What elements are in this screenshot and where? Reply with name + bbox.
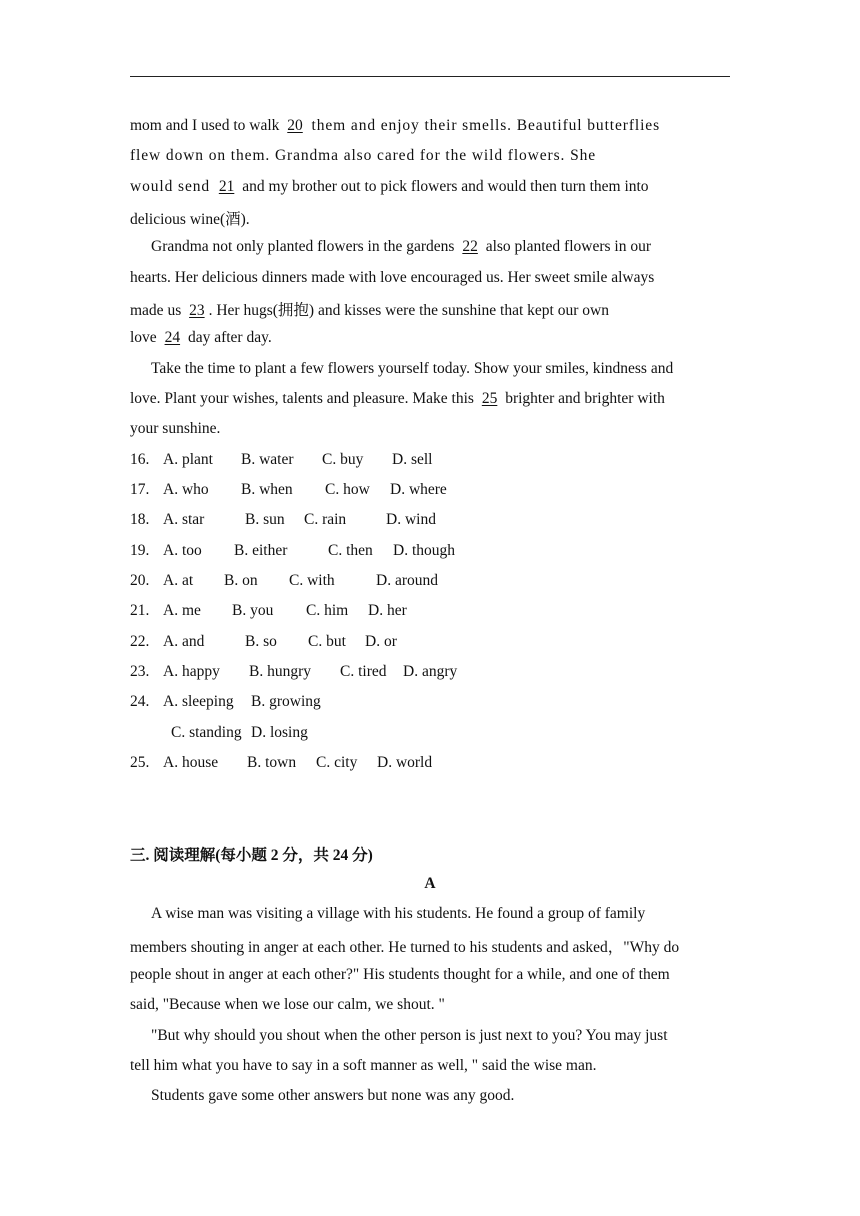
header-rule [130,76,730,77]
blank-22: 22 [462,238,478,255]
passage-line: Students gave some other answers but none was any good. [151,1087,515,1104]
option-d: D. her [368,602,407,619]
option-a: A. happy [163,663,220,680]
option-c: C. with [289,572,335,589]
passage-line: A wise man was visiting a village with his students. He found a group of family [151,905,646,922]
text-run: also planted flowers in our [481,238,652,255]
option-c: C. him [306,602,349,619]
option-a: A. and [163,633,205,650]
passage-line: Take the time to plant a few flowers yourself today. Show your smiles, kindness and [151,360,674,377]
option-c: C. but [308,633,346,650]
passage-line: "But why should you shout when the other person is just next to you? You may just [151,1027,668,1044]
question-number: 24. [130,693,150,710]
blank-23: 23 [189,302,205,319]
question-number: 17. [130,481,150,498]
option-d: D. wind [386,511,436,528]
option-c: C. tired [340,663,387,680]
blank-25: 25 [481,390,498,407]
passage-title: A [424,875,436,892]
passage-line: your sunshine. [130,420,221,437]
option-b: B. hungry [249,663,311,680]
passage-line: said, "Because when we lose our calm, we shout. " [130,996,445,1013]
option-d: D. where [390,481,447,498]
blank-20: 20 [287,117,303,134]
option-d: D. losing [251,724,308,741]
question-number: 22. [130,633,150,650]
option-a: A. house [163,754,219,771]
passage-line [130,329,272,347]
passage-line: members shouting in anger at each other. He turned to his students and asked，"Why do [130,939,680,956]
text-run: day after day. [184,329,272,346]
passage-line [130,298,609,320]
passage-line: hearts. Her delicious dinners made with love encouraged us. Her sweet smile always [130,269,655,286]
option-b: B. when [241,481,293,498]
option-d: D. world [377,754,433,771]
option-b: B. so [245,633,277,650]
option-a: A. at [163,572,194,589]
text-run: . Her hugs(拥抱) and kisses were the sunshine that kept our own [208,302,609,319]
option-b: B. growing [251,693,321,710]
option-d: D. though [393,542,455,559]
option-a: A. too [163,542,202,559]
option-c: C. how [325,481,370,498]
passage-line: tell him what you have to say in a soft manner as well, " said the wise man. [130,1057,597,1074]
passage-line: people shout in anger at each other?" His students thought for a while, and one of them [130,966,670,983]
question-number: 23. [130,663,150,680]
text-run: made us [130,302,186,319]
section-heading: 三. 阅读理解(每小题 2 分，共 24 分) [130,847,373,864]
text-run: brighter and brighter with [501,390,665,407]
question-number: 18. [130,511,150,528]
question-number: 16. [130,451,150,468]
passage-line: delicious wine(酒). [130,211,250,228]
text-run: love. Plant your wishes, talents and pleasure. Make this [130,390,478,407]
passage-line: flew down on them. Grandma also cared for the wild flowers. She [130,147,597,164]
option-b: B. sun [245,511,285,528]
option-a: A. star [163,511,205,528]
option-a: A. plant [163,451,213,468]
option-b: B. you [232,602,274,619]
option-d: D. or [365,633,397,650]
text-run: love [130,329,161,346]
text-run: them and enjoy their smells. Beautiful butterflies [306,117,661,134]
blank-24: 24 [164,329,181,346]
option-c: C. rain [304,511,347,528]
passage-line [130,117,660,135]
option-c: C. standing [171,724,242,741]
option-b: B. on [224,572,258,589]
option-a: A. sleeping [163,693,234,710]
option-d: D. angry [403,663,458,680]
question-number: 20. [130,572,150,589]
blank-21: 21 [218,178,235,195]
option-b: B. water [241,451,294,468]
passage-line [151,238,651,256]
question-number: 25. [130,754,150,771]
passage-line [130,390,665,408]
question-number: 21. [130,602,150,619]
text-run: mom and I used to walk [130,117,284,134]
option-d: D. around [376,572,438,589]
option-a: A. who [163,481,209,498]
text-run: Grandma not only planted flowers in the gardens [151,238,459,255]
option-a: A. me [163,602,201,619]
text-run: would send [130,178,215,195]
option-b: B. town [247,754,297,771]
option-d: D. sell [392,451,433,468]
passage-line [130,178,649,196]
text-run: and my brother out to pick flowers and would then turn them into [238,178,649,195]
question-number: 19. [130,542,150,559]
option-c: C. city [316,754,358,771]
option-c: C. buy [322,451,364,468]
option-c: C. then [328,542,373,559]
option-b: B. either [234,542,288,559]
